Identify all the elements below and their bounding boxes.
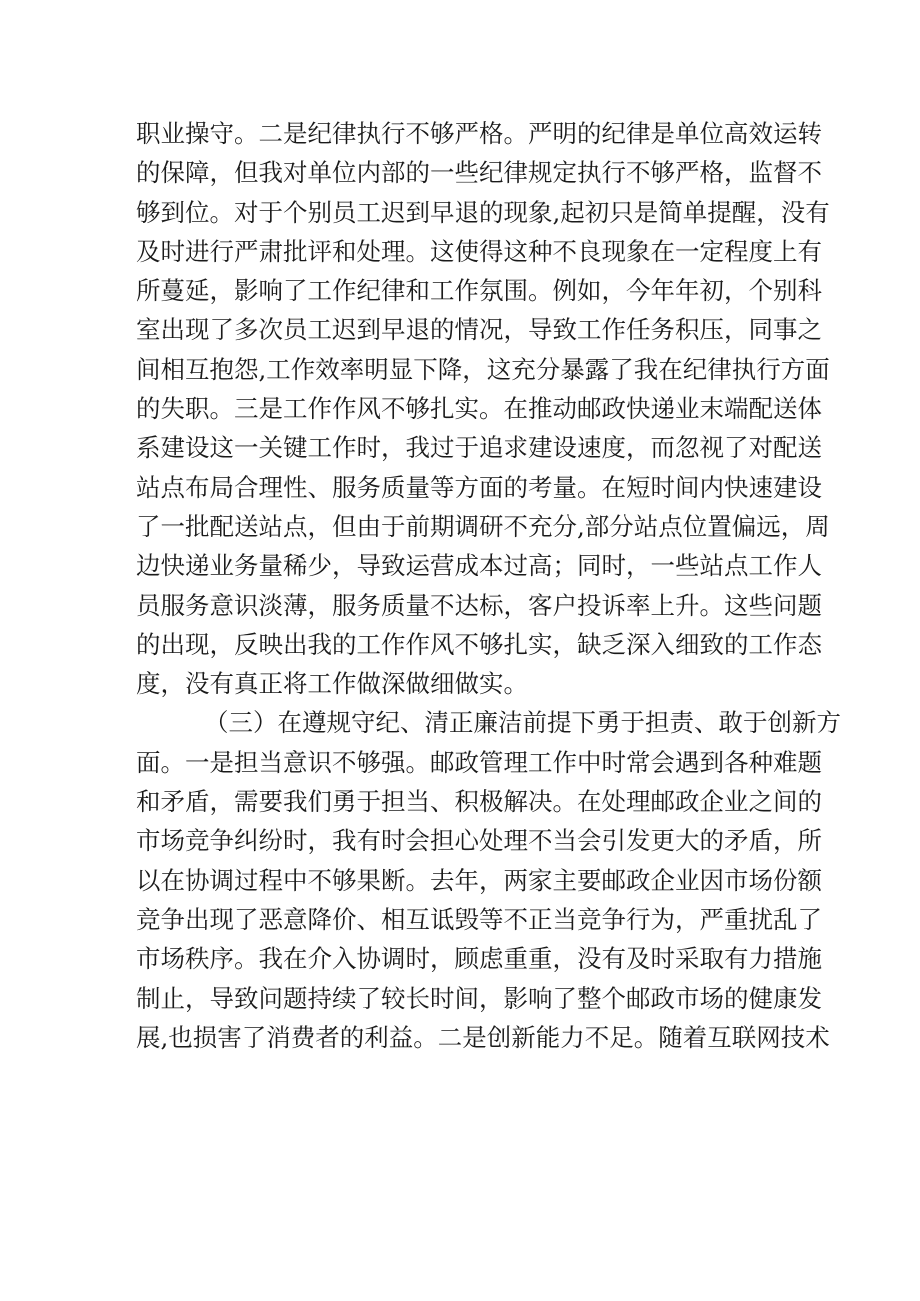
text-line: 的失职。三是工作作风不够扎实。在推动邮政快递业末端配送体 <box>136 394 822 424</box>
text-line: 面。一是担当意识不够强。邮政管理工作中时常会遇到各种难题 <box>136 747 822 777</box>
paragraph-end-line: 度，没有真正将工作做深做细做实。 <box>136 669 528 699</box>
text-line: 的保障，但我对单位内部的一些纪律规定执行不够严格，监督不 <box>136 158 822 188</box>
text-line: 市场秩序。我在介入协调时，顾虑重重，没有及时采取有力措施 <box>136 944 822 974</box>
body-text <box>136 114 841 1057</box>
section-heading-line: （三）在遵规守纪、清正廉洁前提下勇于担责、敢于创新方 <box>204 708 841 738</box>
text-line: 职业操守。二是纪律执行不够严格。严明的纪律是单位高效运转 <box>136 119 822 148</box>
text-line: 竞争出现了恶意降价、相互诋毁等不正当竞争行为，严重扰乱了 <box>136 904 822 934</box>
text-line: 系建设这一关键工作时，我过于追求建设速度，而忽视了对配送 <box>136 433 822 463</box>
text-line: 站点布局合理性、服务质量等方面的考量。在短时间内快速建设 <box>136 472 822 502</box>
text-line: 够到位。对于个别员工迟到早退的现象,起初只是简单提醒，没有 <box>136 197 830 227</box>
text-line: 边快递业务量稀少，导致运营成本过高；同时，一些站点工作人 <box>136 551 822 581</box>
text-line: 市场竞争纠纷时，我有时会担心处理不当会引发更大的矛盾，所 <box>136 826 822 856</box>
text-line: 制止，导致问题持续了较长时间，影响了整个邮政市场的健康发 <box>136 983 822 1013</box>
text-line: 及时进行严肃批评和处理。这使得这种不良现象在一定程度上有 <box>136 236 822 266</box>
text-line: 间相互抱怨,工作效率明显下降，这充分暴露了我在纪律执行方面 <box>136 354 830 384</box>
text-line: 员服务意识淡薄，服务质量不达标，客户投诉率上升。这些问题 <box>136 590 822 620</box>
text-line: 室出现了多次员工迟到早退的情况，导致工作任务积压，同事之 <box>136 315 822 345</box>
text-line: 的出现，反映出我的工作作风不够扎实，缺乏深入细致的工作态 <box>136 629 822 659</box>
text-line: 和矛盾，需要我们勇于担当、积极解决。在处理邮政企业之间的 <box>136 787 822 817</box>
text-line: 了一批配送站点，但由于前期调研不充分,部分站点位置偏远，周 <box>136 511 830 541</box>
text-line: 所蔓延，影响了工作纪律和工作氛围。例如，今年年初，个别科 <box>136 276 822 306</box>
text-line: 展,也损害了消费者的利益。二是创新能力不足。随着互联网技术 <box>136 1022 830 1052</box>
text-line: 以在协调过程中不够果断。去年，两家主要邮政企业因市场份额 <box>136 865 822 895</box>
